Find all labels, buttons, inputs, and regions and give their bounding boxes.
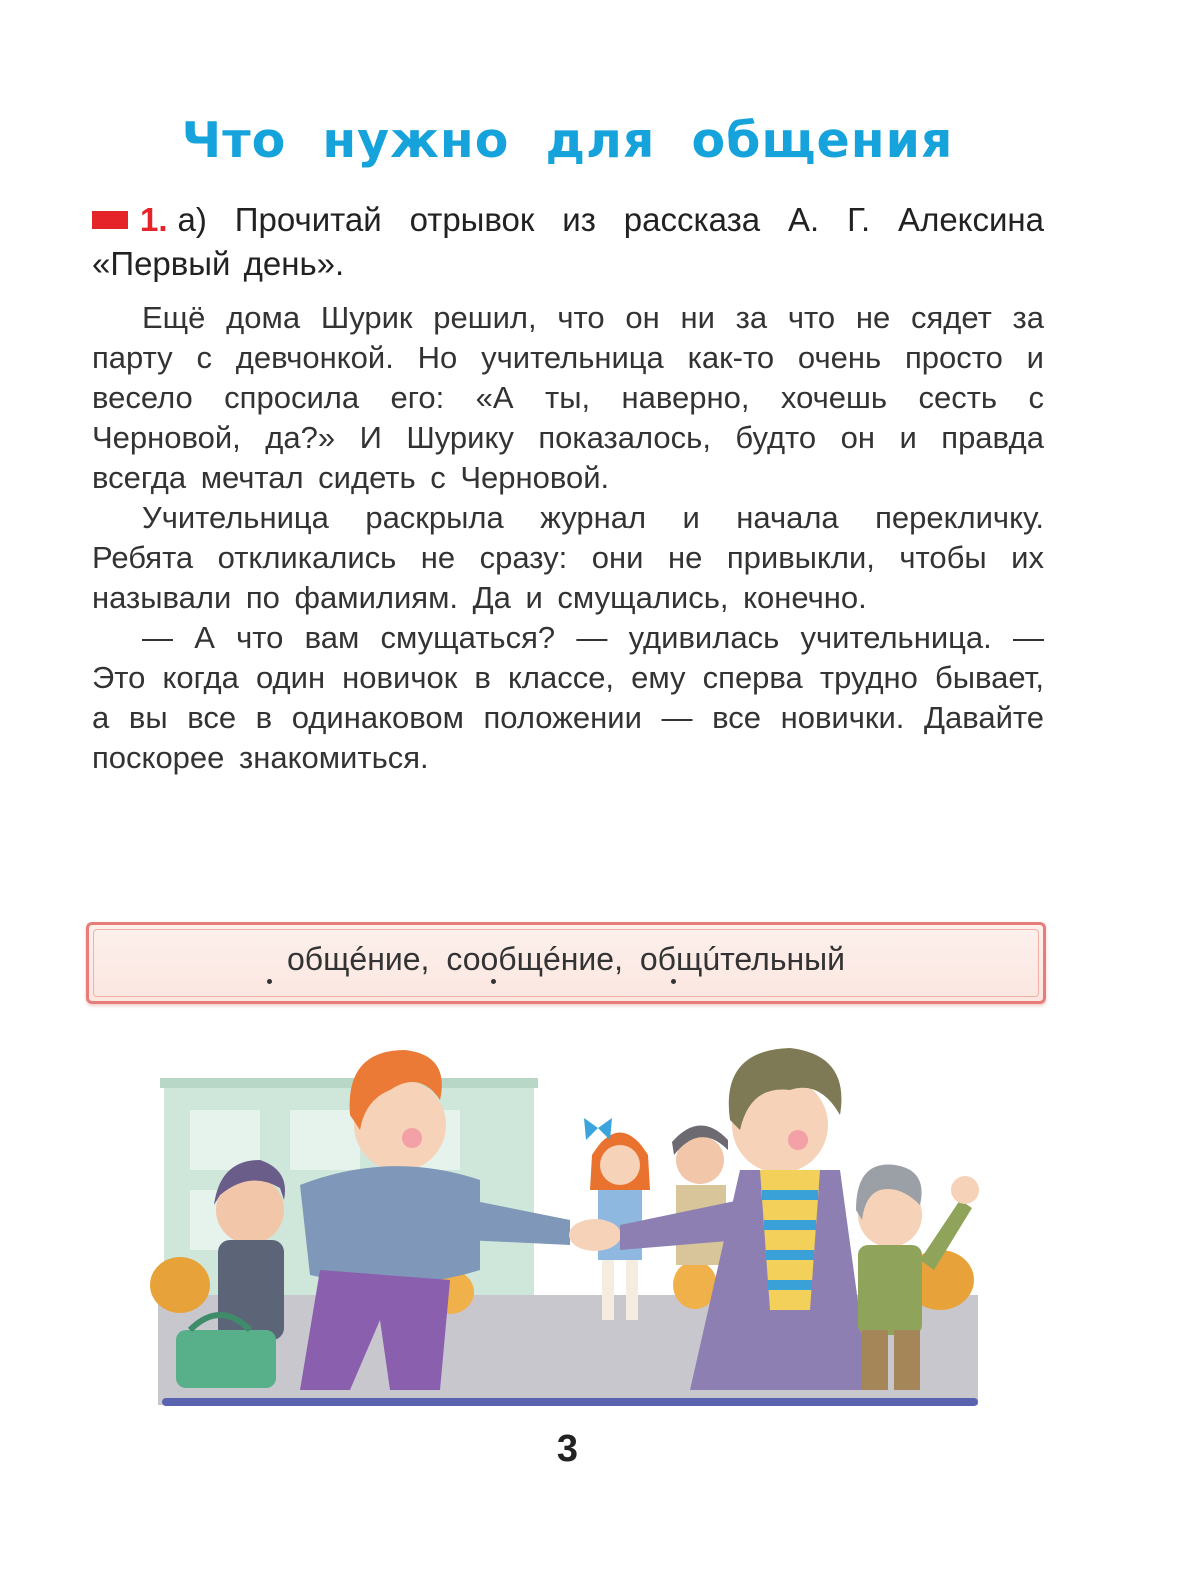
task-instruction: а) Прочитай отрывок из рассказа А. Г. Алексина «Первый день». [92,201,1044,282]
children-greeting-illustration [150,1030,990,1420]
story-excerpt [92,298,1044,778]
baseline [162,1398,978,1406]
story-paragraph: — А что вам смущаться? — удивилась учительница. — Это когда один новичок в классе, ему сперва трудно бывает, а вы все в одинаковом положении — все новички. Давайте поскорее знакомиться. [92,620,1044,775]
task-marker-icon [92,211,128,229]
page-title: Что нужно для общения [181,112,954,169]
vocabulary-box [86,922,1046,1004]
stress-dot-icon [267,979,272,984]
task-1 [92,198,1044,286]
stress-dot-icon [491,979,496,984]
story-paragraph: Учительница раскрыла журнал и начала перекличку. Ребята откликались не сразу: они не привыкли, чтобы их называли по фамилиям. Да и смущались, конечно. [92,500,1044,615]
vocabulary-words: общéние, сообщéние, общúтельный [286,941,846,977]
page-number: 3 [556,1428,579,1470]
story-paragraph: Ещё дома Шурик решил, что он ни за что не сядет за парту с девчонкой. Но учительница как-то очень просто и весело спросила его: «А ты, наверно, хочешь сесть с Черновой, да?» И Шурику показалось, будто он и правда всегда мечтал сидеть с Черновой. [92,300,1044,495]
stress-dot-icon [671,979,676,984]
task-number: 1. [140,201,168,238]
